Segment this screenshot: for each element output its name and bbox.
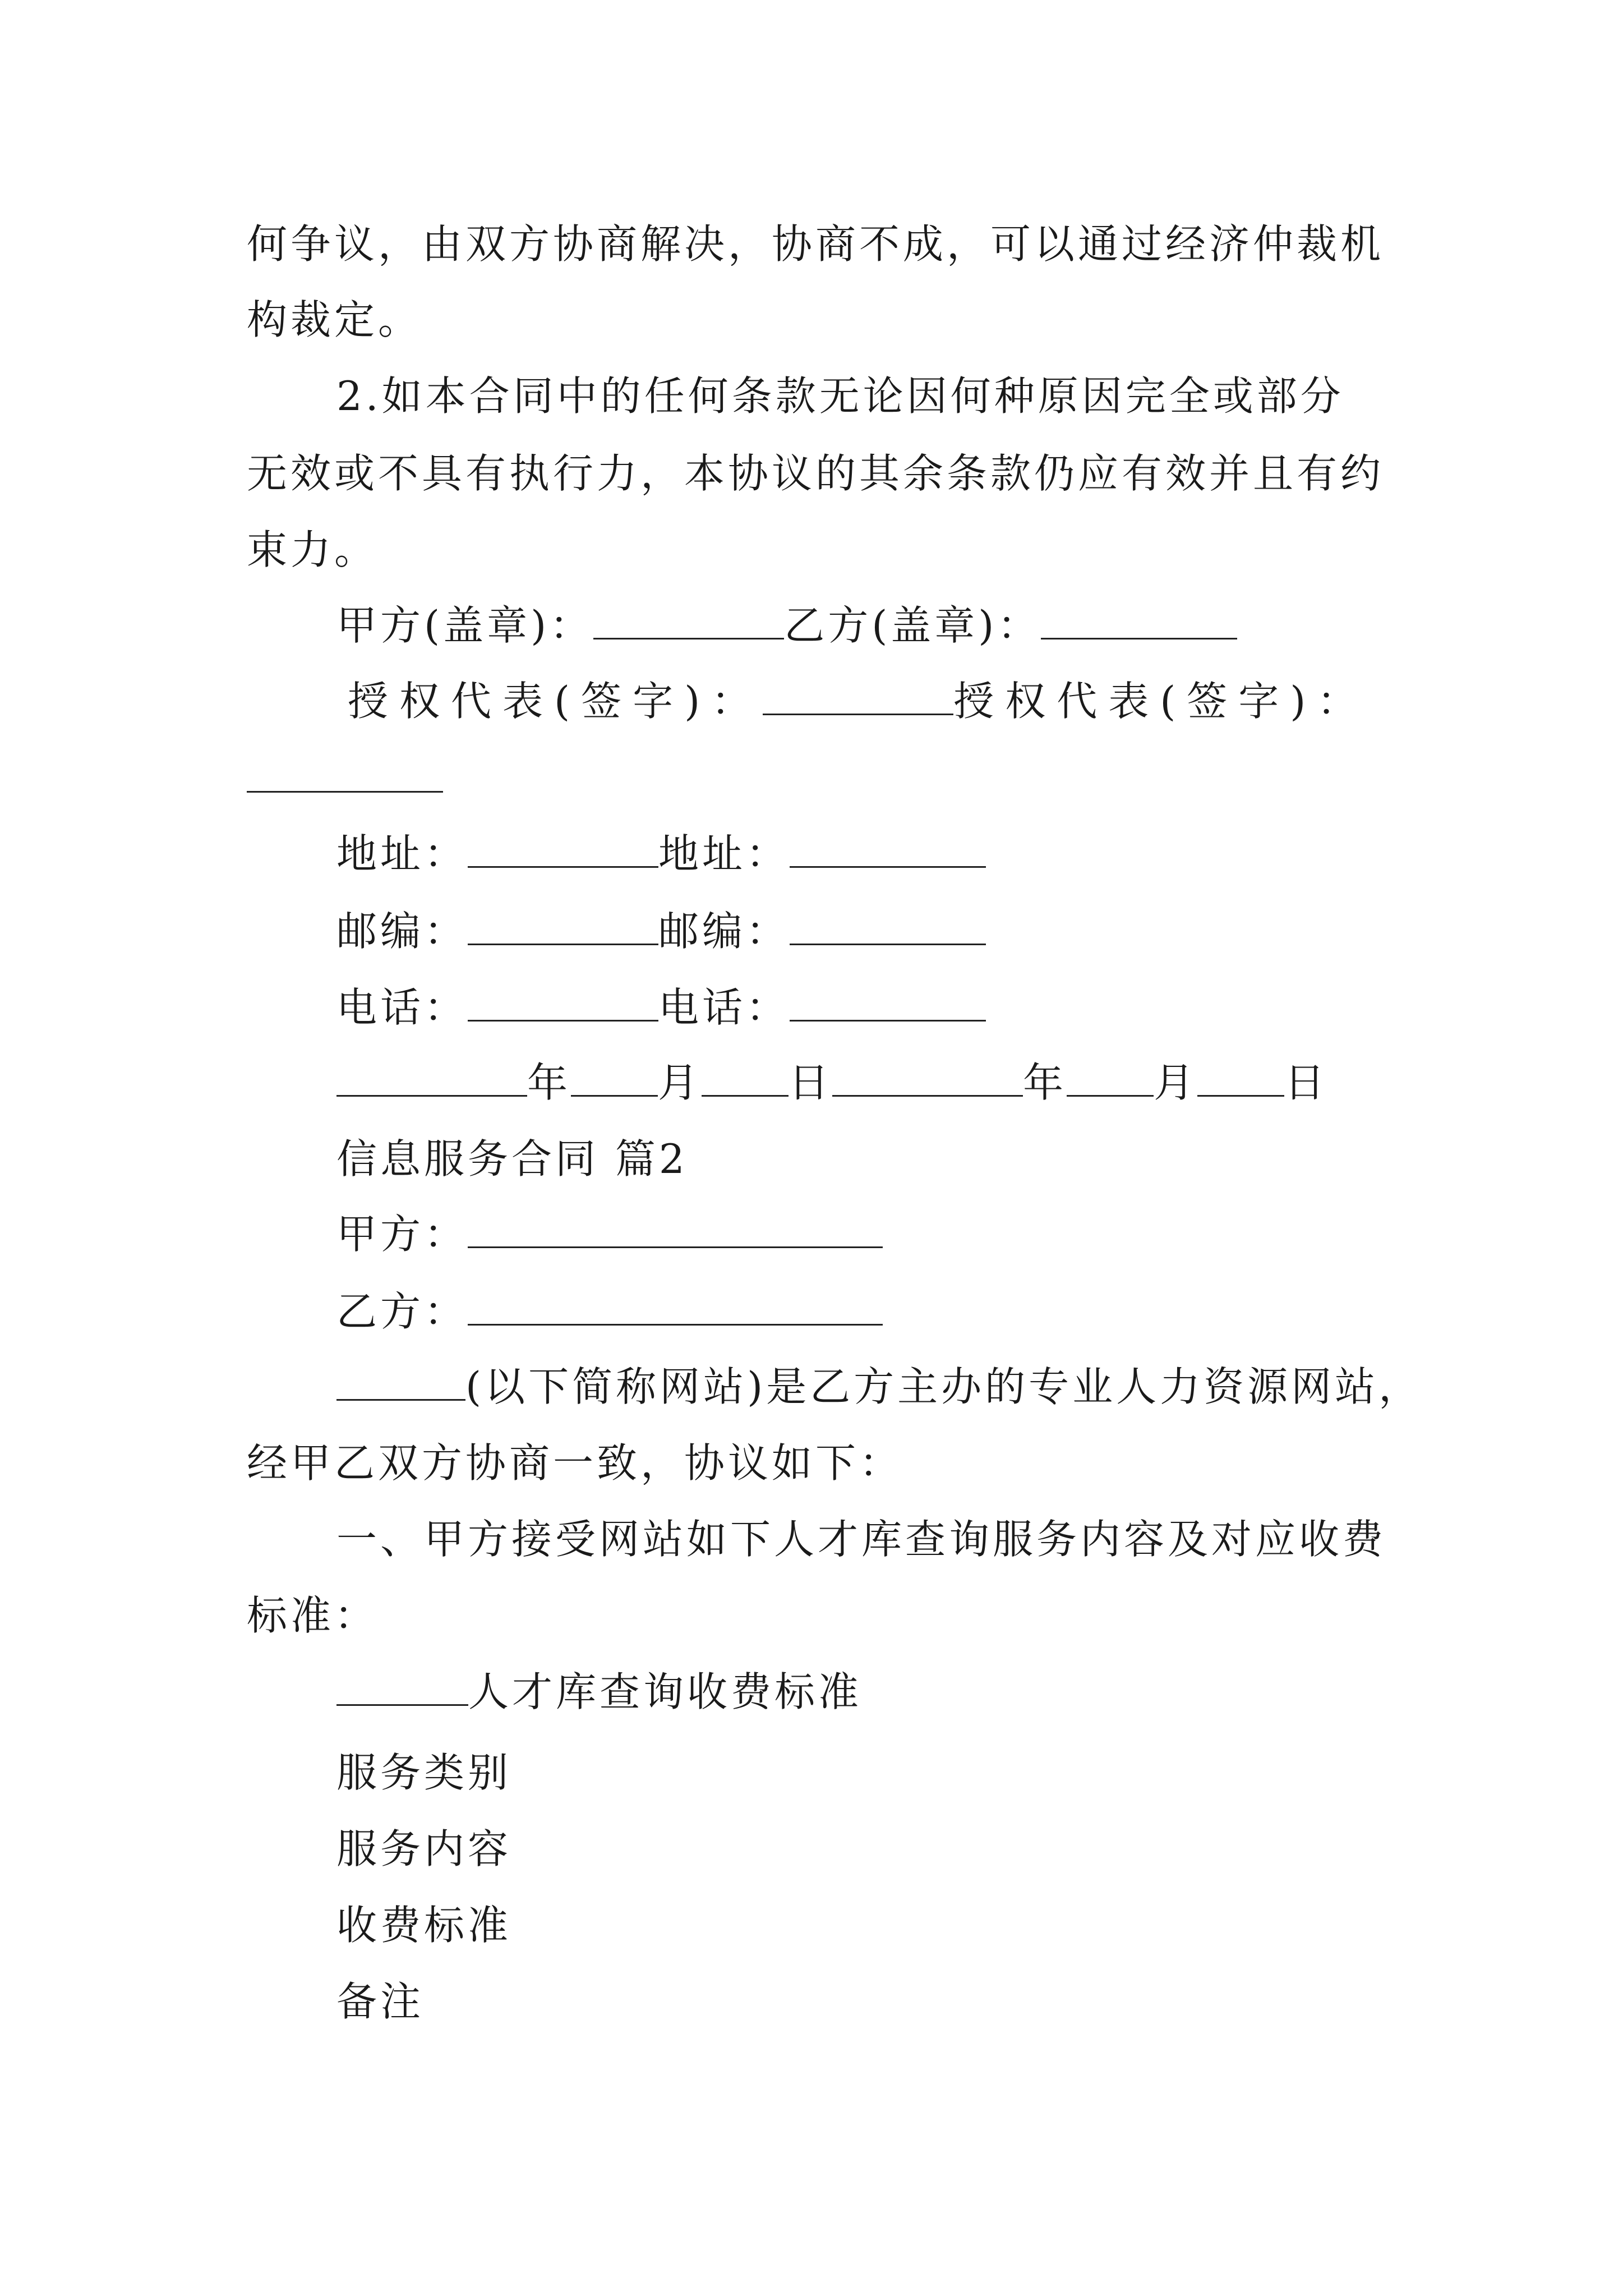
party-b-seal-blank: [1041, 599, 1237, 639]
auth-rep-b-label: 授权代表(签字)：: [953, 678, 1369, 725]
day-a-label: 日: [789, 1059, 833, 1106]
intro-line-2: 经甲乙双方协商一致，协议如下：: [247, 1439, 903, 1487]
postcode-row: [336, 903, 986, 959]
party-a-row: [336, 1206, 883, 1262]
day-b-label: 日: [1284, 1059, 1329, 1106]
paragraph-1-line-2: 构裁定。: [247, 296, 422, 343]
address-row: [336, 826, 986, 882]
phone-b-label: 电话：: [658, 984, 790, 1031]
address-b-label: 地址：: [658, 830, 790, 877]
phone-row: [336, 979, 986, 1036]
intro-line-1: [336, 1359, 1422, 1415]
authorized-rep-row: [348, 673, 1368, 729]
day-a-blank: [702, 1056, 789, 1097]
party-b-row: [336, 1283, 883, 1340]
party-a-label: 甲方：: [336, 1211, 468, 1258]
paragraph-2-line-3: 束力。: [247, 526, 379, 573]
party-b-label: 乙方：: [336, 1288, 468, 1335]
paragraph-2-line-1: 2.如本合同中的任何条款无论因何种原因完全或部分: [336, 372, 1344, 420]
auth-rep-a-blank: [763, 674, 953, 715]
table-title-blank: [336, 1665, 468, 1706]
phone-a-label: 电话：: [336, 984, 468, 1031]
seal-row: [336, 597, 1237, 654]
postcode-b-blank: [790, 904, 986, 945]
party-b-seal-label: 乙方(盖章)：: [784, 602, 1041, 649]
clause-1-line-2: 标准：: [247, 1592, 379, 1639]
postcode-a-blank: [468, 904, 658, 945]
paragraph-1-line-1: 何争议，由双方协商解决，协商不成，可以通过经济仲裁机: [247, 220, 1385, 268]
phone-b-blank: [790, 981, 986, 1022]
postcode-a-label: 邮编：: [336, 908, 468, 955]
year-b-label: 年: [1023, 1059, 1067, 1106]
year-a-label: 年: [527, 1059, 571, 1106]
col-service-type: 服务类别: [336, 1749, 512, 1796]
month-a-blank: [571, 1056, 658, 1097]
address-a-label: 地址：: [336, 830, 468, 877]
month-b-blank: [1067, 1056, 1154, 1097]
address-b-blank: [790, 827, 986, 868]
postcode-b-label: 邮编：: [658, 908, 790, 955]
year-a-blank: [336, 1056, 527, 1097]
intro-text-1: (以下简称网站)是乙方主办的专业人力资源网站，: [465, 1363, 1423, 1410]
day-b-blank: [1197, 1056, 1284, 1097]
paragraph-2-line-2: 无效或不具有执行力，本协议的其余条款仍应有效并且有约: [247, 450, 1385, 497]
clause-1-line-1: 一、甲方接受网站如下人才库查询服务内容及对应收费: [336, 1516, 1387, 1563]
address-a-blank: [468, 827, 658, 868]
party-a-seal-blank: [593, 599, 784, 639]
website-name-blank: [336, 1360, 465, 1401]
table-title-row: [336, 1664, 862, 1720]
party-a-blank: [468, 1207, 883, 1248]
month-a-label: 月: [658, 1059, 702, 1106]
phone-a-blank: [468, 981, 658, 1022]
auth-rep-a-label: 授权代表(签字)：: [348, 678, 763, 725]
table-title: 人才库查询收费标准: [468, 1668, 863, 1715]
col-remarks: 备注: [336, 1978, 425, 2025]
party-a-seal-label: 甲方(盖章)：: [336, 602, 594, 649]
section-heading: 信息服务合同 篇2: [336, 1135, 688, 1182]
month-b-label: 月: [1154, 1059, 1198, 1106]
date-row: [336, 1055, 1328, 1111]
auth-rep-b-blank: [247, 752, 443, 793]
col-fee-standard: 收费标准: [336, 1902, 512, 1949]
year-b-blank: [832, 1056, 1023, 1097]
party-b-blank: [468, 1285, 883, 1326]
col-service-content: 服务内容: [336, 1825, 512, 1872]
